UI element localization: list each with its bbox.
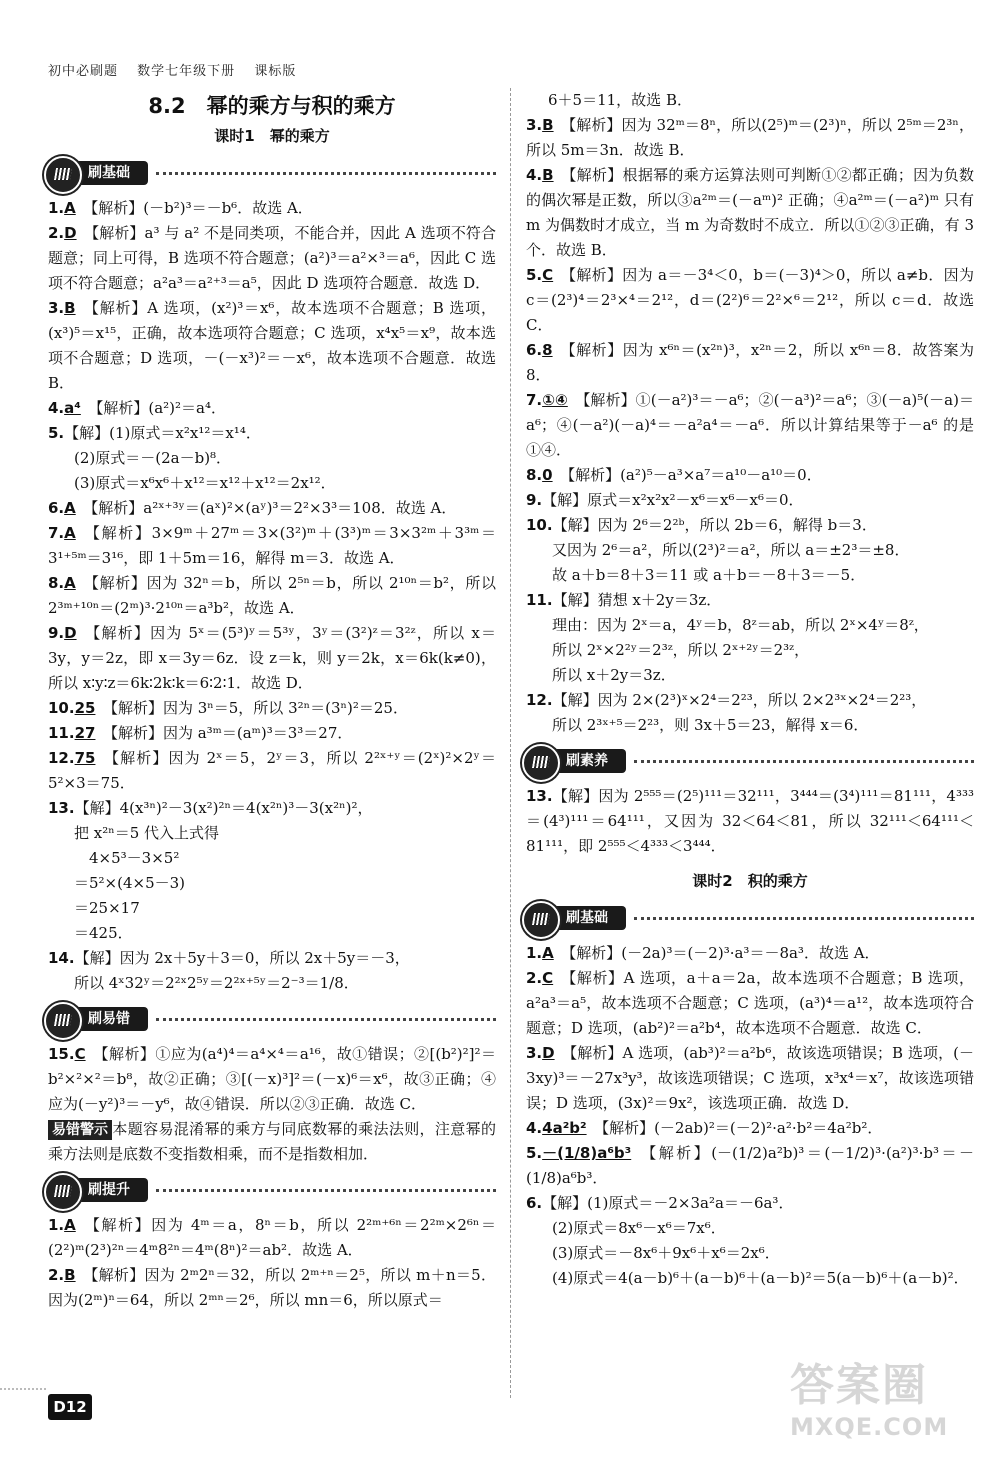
answer-explanation: 【解析】(－(1/2)a²b)³＝(－1/2)³·(a²)³·b³＝－(1/8)a⁶b³． xyxy=(526,1144,974,1187)
running-header xyxy=(48,60,310,79)
section-band-tisheng xyxy=(48,1173,496,1209)
watermark-text: 答案圈 xyxy=(790,1360,928,1411)
brush-badge-icon xyxy=(44,1173,82,1211)
answer-explanation: 【解析】因为 3ⁿ＝5，所以 3²ⁿ＝(3ⁿ)²＝25． xyxy=(102,699,408,717)
question-number: 4. xyxy=(48,399,65,417)
answer-explanation: 【解析】a³ 与 a² 不是同类项，不能合并，因此 A 选项不符合题意；同上可得，B 选项不符合题意；(a²)³＝a²×³＝a⁶，因此 C 选项不符合题意；a²a³＝a²⁺³＝a⁵，因此 D 选项符合题意．故选 D． xyxy=(48,224,496,292)
answer-continuation: (2)原式＝－(2a－b)⁸． xyxy=(74,449,232,467)
answer-item xyxy=(48,946,496,971)
dotted-rule xyxy=(634,917,974,920)
answer-explanation: 【解析】(－2ab)²＝(－2)²·a²·b²＝4a²b²． xyxy=(594,1119,883,1137)
answer-item xyxy=(48,521,496,571)
answer-choice: B xyxy=(64,1266,76,1284)
section-band-label: 刷基础 xyxy=(48,161,148,185)
answer-item xyxy=(526,784,974,859)
watermark-url: MXQE.COM xyxy=(790,1413,949,1441)
question-number: 14. xyxy=(48,949,75,967)
answer-continuation: ＝5²×(4×5－3) xyxy=(74,874,186,892)
header-series: 初中必刷题 xyxy=(48,64,119,79)
answer-item xyxy=(48,296,496,396)
answer-item xyxy=(526,966,974,1041)
dotted-rule xyxy=(634,760,974,763)
answer-continuation: 理由：因为 2ˣ＝a，4ʸ＝b，8ᶻ＝ab，所以 2ˣ×4ʸ＝8ᶻ， xyxy=(552,616,929,634)
answer-item xyxy=(526,1041,974,1116)
answer-choice: B xyxy=(542,116,554,134)
answer-choice: D xyxy=(64,624,77,642)
answer-item xyxy=(526,388,974,463)
answer-explanation: 【解】(1)原式＝x²x¹²＝x¹⁴． xyxy=(64,424,261,442)
answer-explanation: 【解】4(x³ⁿ)²－3(x²)²ⁿ＝4(x²ⁿ)³－3(x²ⁿ)²， xyxy=(74,799,373,817)
question-number: 13. xyxy=(526,787,553,805)
answer-explanation: 【解】因为 2⁶＝2²ᵇ，所以 2b＝6，解得 b＝3． xyxy=(552,516,877,534)
right-column xyxy=(526,88,974,1291)
answer-item xyxy=(526,941,974,966)
answer-explanation: 【解】因为 2⁵⁵⁵＝(2⁵)¹¹¹＝32¹¹¹，3⁴⁴⁴＝(3⁴)¹¹¹＝81¹¹¹，4³³³＝(4³)¹¹¹＝64¹¹¹，又因为 32＜64＜81，所以 32¹¹¹＜64¹¹¹＜81¹¹¹，即 2⁵⁵⁵＜4³³³＜3⁴⁴⁴． xyxy=(526,787,974,855)
question-number: 1. xyxy=(48,1216,65,1234)
section-band-label: 刷素养 xyxy=(526,749,626,773)
question-number: 6. xyxy=(526,1194,543,1212)
question-number: 3. xyxy=(526,1044,543,1062)
answer-explanation: 【解析】3×9ᵐ＋27ᵐ＝3×(3²)ᵐ＋(3³)ᵐ＝3×3²ᵐ＋3³ᵐ＝3¹⁺⁵ᵐ＝3¹⁶，即 1＋5m＝16，解得 m＝3．故选 A． xyxy=(48,524,496,567)
answer-item xyxy=(48,1263,496,1313)
answer-choice: D xyxy=(64,224,77,242)
answer-explanation: 【解析】因为 32ⁿ＝b，所以 2⁵ⁿ＝b，所以 2¹⁰ⁿ＝b²，所以 2³ᵐ⁺¹⁰ⁿ＝(2ᵐ)³·2¹⁰ⁿ＝a³b²，故选 A． xyxy=(48,574,496,617)
question-number: 4. xyxy=(526,1119,543,1137)
answer-choice: A xyxy=(64,199,76,217)
answer-item xyxy=(48,696,496,721)
answer-continuation: 把 x²ⁿ＝5 代入上式得 xyxy=(74,824,220,842)
answer-continuation: 所以 4ˣ32ʸ＝2²ˣ2⁵ʸ＝2²ˣ⁺⁵ʸ＝2⁻³＝1/8． xyxy=(74,974,359,992)
brush-badge-icon xyxy=(522,901,560,939)
question-number: 6. xyxy=(48,499,65,517)
brush-badge-icon xyxy=(44,1002,82,1040)
answer-item xyxy=(526,588,974,613)
answer-choice: A xyxy=(542,944,554,962)
question-number: 9. xyxy=(526,491,543,509)
question-number: 9. xyxy=(48,624,65,642)
answer-item xyxy=(526,1191,974,1216)
question-number: 2. xyxy=(48,1266,65,1284)
answer-item xyxy=(526,513,974,538)
answer-explanation: 【解析】因为 2ˣ＝5，2ʸ＝3，所以 2²ˣ⁺ʸ＝(2ˣ)²×2ʸ＝5²×3＝75． xyxy=(48,749,496,792)
section-band-jichu xyxy=(526,901,974,937)
answer-explanation: 【解】猜想 x＋2y＝3z． xyxy=(552,591,722,609)
question-number: 5. xyxy=(48,424,65,442)
answer-item xyxy=(48,746,496,796)
answer-explanation: 【解析】(－b²)³＝－b⁶．故选 A． xyxy=(83,199,313,217)
answer-explanation: 【解】(1)原式＝－2×3a²a＝－6a³． xyxy=(542,1194,794,1212)
error-warning-note xyxy=(48,1117,496,1167)
question-number: 5. xyxy=(526,1144,543,1162)
section-band-label: 刷基础 xyxy=(526,906,626,930)
answer-item xyxy=(526,1141,974,1191)
question-number: 11. xyxy=(526,591,553,609)
answer-item xyxy=(526,263,974,338)
answer-explanation: 【解析】(－2a)³＝(－2)³·a³＝－8a³．故选 A． xyxy=(561,944,880,962)
dotted-rule xyxy=(156,172,496,175)
question-number: 1. xyxy=(48,199,65,217)
question-number: 1. xyxy=(526,944,543,962)
answer-explanation: 【解析】因为 x⁶ⁿ＝(x²ⁿ)³，x²ⁿ＝2，所以 x⁶ⁿ＝8．故答案为 8． xyxy=(526,341,974,384)
answer-explanation: 【解析】(a²)⁵－a³×a⁷＝a¹⁰－a¹⁰＝0． xyxy=(560,466,822,484)
answer-item xyxy=(48,796,496,821)
answer-continuation: (2)原式＝8x⁶－x⁶＝7x⁶． xyxy=(552,1219,726,1237)
left-column xyxy=(48,88,496,1313)
answer-choice: A xyxy=(64,1216,76,1234)
header-book: 数学七年级下册 xyxy=(137,64,236,79)
question-number: 4. xyxy=(526,166,543,184)
question-number: 12. xyxy=(526,691,553,709)
answer-explanation: 【解析】①应为(a⁴)⁴＝a⁴×⁴＝a¹⁶，故①错误；②[(b²)²]²＝b²×²×²＝b⁸，故②正确；③[(－x)³]²＝(－x)⁶＝x⁶，故③正确；④应为(－y²)³＝－y⁶，故④错误．所以②③正确．故选 C． xyxy=(48,1045,496,1113)
answer-item xyxy=(48,1042,496,1117)
answer-item xyxy=(48,1213,496,1263)
answer-choice: A xyxy=(64,499,76,517)
answer-explanation: 【解析】A 选项，a＋a＝2a，故本选项不合题意；B 选项，a²a³＝a⁵，故本选项不合题意；C 选项，(a³)⁴＝a¹²，故本选项符合题意；D 选项，(ab²)²＝a²b⁴，故本选项不合题意．故选 C． xyxy=(526,969,974,1037)
question-number: 11. xyxy=(48,724,75,742)
answer-explanation: 【解析】因为 5ˣ＝(5³)ʸ＝5³ʸ，3ʸ＝(3²)ᶻ＝3²ᶻ，所以 x＝3y，y＝2z，即 x＝3y＝6z．设 z＝k，则 y＝2k，x＝6k(k≠0)，所以 x∶y∶z＝6k∶2k∶k＝6∶2∶1．故选 D． xyxy=(48,624,496,692)
answer-continuation: 所以 2³ˣ⁺⁵＝2²³，则 3x＋5＝23，解得 x＝6． xyxy=(552,716,869,734)
question-number: 8. xyxy=(526,466,543,484)
answer-item xyxy=(526,463,974,488)
answer-continuation: 4×5³－3×5² xyxy=(74,849,180,867)
answer-choice: C xyxy=(542,969,554,987)
answer-explanation: 【解析】(a²)²＝a⁴． xyxy=(88,399,226,417)
answer-item xyxy=(526,163,974,263)
right-column-body xyxy=(526,88,974,1291)
question-number: 13. xyxy=(48,799,75,817)
answer-continuation: (3)原式＝－8x⁶＋9x⁶＋x⁶＝2x⁶． xyxy=(552,1244,780,1262)
dotted-rule xyxy=(156,1189,496,1192)
answer-explanation: 【解析】A 选项，(x²)³＝x⁶，故本选项不合题意；B 选项，(x³)⁵＝x¹⁵，正确，故本选项符合题意；C 选项，x⁴x⁵＝x⁹，故本选项不合题意；D 选项，－(－x³)²＝－x⁶，故本选项不合题意．故选 B． xyxy=(48,299,496,392)
question-number: 10. xyxy=(48,699,75,717)
answer-explanation: 【解析】①(－a²)³＝－a⁶；②(－a³)²＝a⁶；③(－a)⁵(－a)＝a⁶；④(－a²)(－a)⁴＝－a²a⁴＝－a⁶．所以计算结果等于－a⁶ 的是①④． xyxy=(526,391,974,459)
answer-choice: D xyxy=(542,1044,555,1062)
question-number: 8. xyxy=(48,574,65,592)
answer-explanation: 【解析】因为 32ᵐ＝8ⁿ，所以(2⁵)ᵐ＝(2³)ⁿ，所以 2⁵ᵐ＝2³ⁿ，所以 5m＝3n．故选 B． xyxy=(526,116,974,159)
section-band-label: 刷易错 xyxy=(48,1007,148,1031)
answer-continuation: 故 a＋b＝8＋3＝11 或 a＋b＝－8＋3＝－5． xyxy=(552,566,866,584)
answer-choice: 8 xyxy=(542,341,553,359)
answer-choice: B xyxy=(64,299,76,317)
answer-continuation: 所以 2ˣ×2²ʸ＝2³ᶻ，所以 2ˣ⁺²ʸ＝2³ᶻ， xyxy=(552,641,810,659)
question-number: 6. xyxy=(526,341,543,359)
answer-item xyxy=(526,338,974,388)
column-divider xyxy=(510,88,511,1398)
page-number: D12 xyxy=(48,1394,92,1420)
brush-badge-icon xyxy=(44,156,82,194)
answer-explanation: 【解析】因为 2ᵐ2ⁿ＝32，所以 2ᵐ⁺ⁿ＝2⁵，所以 m＋n＝5．因为(2ᵐ)ⁿ＝64，所以 2ᵐⁿ＝2⁶，所以 mn＝6，所以原式＝ xyxy=(48,1266,496,1309)
question-number: 2. xyxy=(526,969,543,987)
warning-label: 易错警示 xyxy=(48,1120,112,1140)
answer-explanation: 【解析】A 选项，(ab³)²＝a²b⁶，故该选项错误；B 选项，(－3xy)³＝－27x³y³，故该选项错误；C 选项，x³x⁴＝x⁷，故该选项错误；D 选项，(3x)²＝9x²，该选项正确．故选 D． xyxy=(526,1044,974,1112)
answer-choice: 4a²b² xyxy=(542,1119,587,1137)
answer-item xyxy=(526,113,974,163)
question-number: 5. xyxy=(526,266,543,284)
answer-explanation: 【解】因为 2x＋5y＋3＝0，所以 2x＋5y＝－3， xyxy=(74,949,410,967)
watermark-logo xyxy=(790,1360,990,1450)
section-band-jichu xyxy=(48,156,496,192)
answer-choice: C xyxy=(542,266,554,284)
answer-explanation: 【解析】根据幂的乘方运算法则可判断①②都正确；因为负数的偶次幂是正数，所以③a²ᵐ＝(－aᵐ)² 正确；④a²ᵐ＝(－a²)ᵐ 只有 m 为偶数时才成立，当 m 为奇数时不成立．所以①②③正确，有 3 个．故选 B． xyxy=(526,166,974,259)
answer-explanation: 【解析】因为 a³ᵐ＝(aᵐ)³＝3³＝27． xyxy=(102,724,353,742)
section-band-label: 刷提升 xyxy=(48,1178,148,1202)
answer-item xyxy=(526,688,974,713)
answer-choice: C xyxy=(74,1045,86,1063)
section-band-suyang xyxy=(526,744,974,780)
answer-choice: 25 xyxy=(74,699,96,717)
section-band-yicuo xyxy=(48,1002,496,1038)
answer-choice: A xyxy=(64,574,76,592)
answer-item xyxy=(48,421,496,446)
lesson-1-title: 课时1 幂的乘方 xyxy=(214,127,330,145)
answer-continuation: 又因为 2⁶＝a²，所以(2³)²＝a²，所以 a＝±2³＝±8． xyxy=(552,541,910,559)
warning-text: 本题容易混淆幂的乘方与同底数幂的乘法法则，注意幂的乘方法则是底数不变指数相乘，而不是指数相加． xyxy=(48,1120,496,1163)
footer-dots xyxy=(0,1388,46,1390)
answer-continuation: ＝425． xyxy=(74,924,133,942)
answer-item xyxy=(48,496,496,521)
header-edition: 课标版 xyxy=(254,64,297,79)
lesson-2-title: 课时2 积的乘方 xyxy=(692,872,808,890)
answer-explanation: 【解析】a²ˣ⁺³ʸ＝(aˣ)²×(aʸ)³＝2²×3³＝108．故选 A． xyxy=(83,499,457,517)
question-number: 7. xyxy=(526,391,543,409)
question-number: 3. xyxy=(48,299,65,317)
answer-item xyxy=(48,221,496,296)
answer-continuation: ＝25×17 xyxy=(74,899,140,917)
question-number: 2. xyxy=(48,224,65,242)
answer-item xyxy=(526,488,974,513)
question-number: 7. xyxy=(48,524,65,542)
answer-explanation: 【解】原式＝x²x²x²－x⁶＝x⁶－x⁶＝0． xyxy=(542,491,804,509)
question-number: 15. xyxy=(48,1045,75,1063)
answer-choice: 75 xyxy=(74,749,96,767)
question-number: 12. xyxy=(48,749,75,767)
answer-choice: 0 xyxy=(542,466,553,484)
answer-item xyxy=(48,721,496,746)
answer-continuation: (4)原式＝4(a－b)⁶＋(a－b)⁶＋(a－b)²＝5(a－b)⁶＋(a－b)²． xyxy=(552,1269,969,1287)
answer-choice: ①④ xyxy=(542,391,568,409)
answer-choice: B xyxy=(542,166,554,184)
answer-choice: 27 xyxy=(74,724,96,742)
left-column-body xyxy=(48,156,496,1313)
question-number: 10. xyxy=(526,516,553,534)
answer-explanation: 【解】因为 2×(2³)ˣ×2⁴＝2²³，所以 2×2³ˣ×2⁴＝2²³， xyxy=(552,691,927,709)
answer-continuation: 所以 x＋2y＝3z． xyxy=(552,666,676,684)
dotted-rule xyxy=(156,1018,496,1021)
answer-item xyxy=(526,1116,974,1141)
answer-item xyxy=(48,571,496,621)
answer-item xyxy=(48,196,496,221)
answer-item xyxy=(48,621,496,696)
answer-choice: －(1/8)a⁶b³ xyxy=(542,1144,632,1162)
question-number: 3. xyxy=(526,116,543,134)
answer-continuation: (3)原式＝x⁶x⁶＋x¹²＝x¹²＋x¹²＝2x¹²． xyxy=(74,474,336,492)
answer-item xyxy=(48,396,496,421)
section-title: 8.2 幂的乘方与积的乘方 xyxy=(148,94,396,118)
answer-explanation: 【解析】因为 a＝－3⁴＜0，b＝(－3)⁴＞0，所以 a≠b．因为 c＝(2³)⁴＝2³×⁴＝2¹²，d＝(2²)⁶＝2²×⁶＝2¹²，所以 c＝d．故选 C． xyxy=(526,266,974,334)
answer-choice: a⁴ xyxy=(64,399,81,417)
answer-continuation: 6＋5＝11，故选 B． xyxy=(548,91,692,109)
answer-choice: A xyxy=(64,524,76,542)
brush-badge-icon xyxy=(522,744,560,782)
answer-explanation: 【解析】因为 4ᵐ＝a，8ⁿ＝b，所以 2²ᵐ⁺⁶ⁿ＝2²ᵐ×2⁶ⁿ＝(2²)ᵐ(2³)²ⁿ＝4ᵐ8²ⁿ＝4ᵐ(8ⁿ)²＝ab²．故选 A． xyxy=(48,1216,496,1259)
